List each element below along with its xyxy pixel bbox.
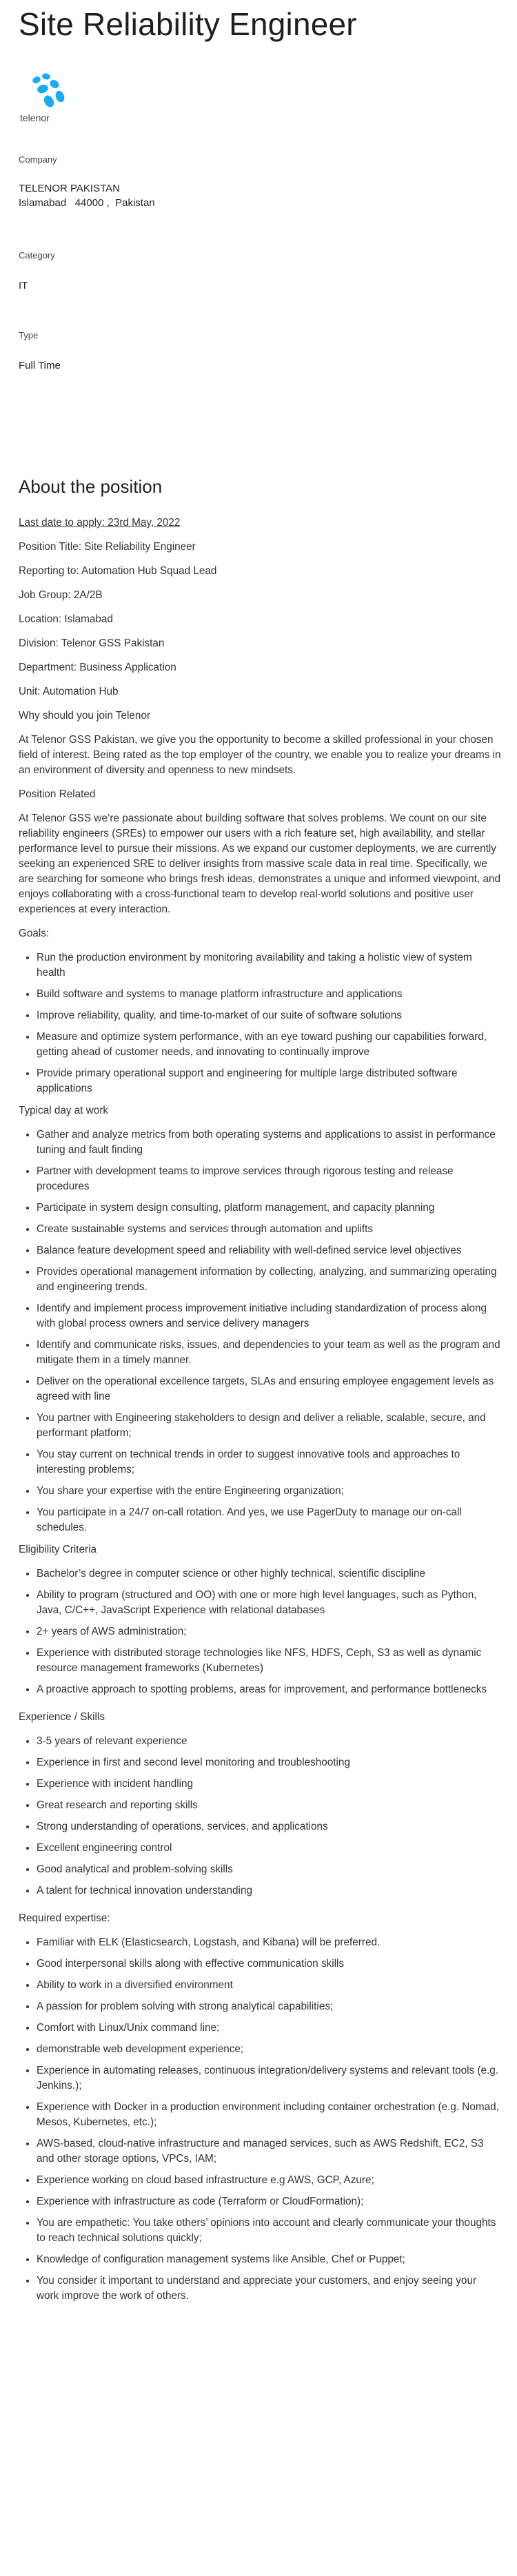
goal-item: • Measure and optimize system performance, with an eye toward pushing our capabilities forward, getting ahead of customer needs, and innovating to continually improve [37, 1030, 501, 1060]
typical-item: • Identify and communicate risks, issues, and dependencies to your team as well as the program and mitigate them in a timely manner. [37, 1338, 501, 1368]
about-line: Job Group: 2A/2B [19, 589, 103, 601]
about-lines [19, 540, 501, 724]
typical-item: • Balance feature development speed and reliability with well-defined service level objectives [37, 1243, 501, 1258]
goal-item: • Run the production environment by monitoring availability and taking a holistic view of system health [37, 950, 501, 981]
experience-item: • Excellent engineering control [37, 1841, 501, 1856]
typical-list [19, 1127, 501, 1535]
eligibility-item: • Experience with distributed storage technologies like NFS, HDFS, Ceph, S3 as well as dynamic resource management frameworks (Kubernetes) [37, 1646, 501, 1676]
eligibility-item: • A proactive approach to spotting problems, areas for improvement, and performance bottlenecks [37, 1682, 501, 1697]
required-item: • AWS-based, cloud-native infrastructure and managed services, such as AWS Redshift, EC2, S3 and other storage options, VPCs, IAM; [37, 2136, 501, 2167]
typical-item: • Partner with development teams to improve services through rigorous testing and release procedures [37, 1164, 501, 1194]
about-line: Division: Telenor GSS Pakistan [19, 637, 165, 649]
type-block [19, 330, 501, 373]
required-item: • You consider it important to understand and appreciate your customers, and enjoy seeing your work improve the work of others. [37, 2273, 501, 2304]
about-line: Location: Islamabad [19, 613, 113, 625]
category-label: Category [19, 250, 55, 260]
required-item: • Experience in automating releases, continuous integration/delivery systems and relevant tools (e.g. Jenkins.); [37, 2063, 501, 2094]
required-list [19, 1935, 501, 2304]
position-related-label: Position Related [19, 788, 96, 800]
eligibility-item: • 2+ years of AWS administration; [37, 1624, 501, 1639]
required-label: Required expertise: [19, 1912, 110, 1924]
intro-text: At Telenor GSS Pakistan, we give you the opportunity to become a skilled professional in your chosen field of interest. Being rated as the top employer of the country, we enable you to realize your dreams in an environment of diversity and openness to new mindsets. [19, 734, 501, 776]
about-line: Position Title: Site Reliability Engineer [19, 541, 196, 553]
job-description [19, 515, 501, 2304]
goals-label: Goals: [19, 928, 50, 939]
required-item: • A passion for problem solving with strong analytical capabilities; [37, 1999, 501, 2014]
page-title: Site Reliability Engineer [19, 6, 357, 42]
typical-item: • Participate in system design consulting, platform management, and capacity planning [37, 1200, 501, 1216]
goal-item: • Build software and systems to manage platform infrastructure and applications [37, 987, 501, 1002]
last-date: Last date to apply: 23rd May, 2022 [19, 517, 181, 529]
required-item: • demonstrable web development experience; [37, 2042, 501, 2057]
experience-item: • Good analytical and problem-solving skills [37, 1862, 501, 1877]
experience-item: • Experience in first and second level monitoring and troubleshooting [37, 1755, 501, 1770]
about-line: Unit: Automation Hub [19, 686, 119, 697]
about-line: Department: Business Application [19, 662, 176, 673]
type-label: Type [19, 330, 39, 340]
about-line: Why should you join Telenor [19, 710, 151, 722]
company-location: Islamabad 44000 , Pakistan [19, 197, 155, 209]
goal-item: • Provide primary operational support and engineering for multiple large distributed software applications [37, 1066, 501, 1096]
required-item: • Familiar with ELK (Elasticsearch, Logstash, and Kibana) will be preferred. [37, 1935, 501, 1950]
goals-list [19, 950, 501, 1096]
required-item: • Good interpersonal skills along with effective communication skills [37, 1956, 501, 1972]
typical-item: • You partner with Engineering stakeholders to design and deliver a reliable, scalable, secure, and performant platform; [37, 1411, 501, 1441]
about-heading: About the position [19, 476, 163, 497]
typical-item: • You participate in a 24/7 on-call rotation. And yes, we use PagerDuty to manage our on-call schedules. [37, 1505, 501, 1535]
eligibility-label: Eligibility Criteria [19, 1544, 97, 1555]
telenor-logo-icon [19, 70, 74, 125]
typical-item: • Provides operational management information by collecting, analyzing, and summarizing operating and engineering trends. [37, 1265, 501, 1295]
type-value: Full Time [19, 360, 61, 371]
company-name: TELENOR PAKISTAN [19, 183, 120, 194]
required-item: • Experience working on cloud based infrastructure e.g AWS, GCP, Azure; [37, 2173, 501, 2188]
position-related-text: At Telenor GSS we’re passionate about building software that solves problems. We count on our site reliability engineers (SREs) to empower our users with a rich feature set, high availability, and stellar performance level to pursue their missions. As we expand our customer deployments, we are currently seeking an experienced SRE to deliver insights from massive scale data in real time. Specifically, we are searching for someone who brings fresh ideas, demonstrates a unique and informed viewpoint, and enjoys collaborating with a cross-functional team to develop real-world solutions and positive user experiences at every interaction. [19, 812, 500, 915]
company-logo [19, 70, 74, 125]
typical-label: Typical day at work [19, 1105, 109, 1116]
typical-item: • You stay current on technical trends in order to suggest innovative tools and approaches to interesting problems; [37, 1447, 501, 1478]
experience-item: • Great research and reporting skills [37, 1798, 501, 1813]
required-item: • Comfort with Linux/Unix command line; [37, 2021, 501, 2036]
about-line: Reporting to: Automation Hub Squad Lead [19, 565, 217, 577]
company-label: Company [19, 154, 57, 165]
required-item: • Ability to work in a diversified environment [37, 1978, 501, 1993]
goal-item: • Improve reliability, quality, and time-to-market of our suite of software solutions [37, 1008, 501, 1023]
experience-item: • A talent for technical innovation understanding [37, 1883, 501, 1899]
experience-label: Experience / Skills [19, 1711, 105, 1723]
typical-item: • Create sustainable systems and services through automation and uplifts [37, 1222, 501, 1237]
category-block [19, 250, 501, 293]
company-block [19, 154, 501, 210]
experience-item: • 3-5 years of relevant experience [37, 1734, 501, 1749]
required-item: • Knowledge of configuration management systems like Ansible, Chef or Puppet; [37, 2252, 501, 2267]
experience-list [19, 1734, 501, 1899]
typical-item: • Deliver on the operational excellence targets, SLAs and ensuring employee engagement levels as agreed with line [37, 1374, 501, 1404]
company-value [19, 181, 501, 210]
eligibility-item: • Bachelor’s degree in computer science or other highly technical, scientific discipline [37, 1566, 501, 1582]
eligibility-item: • Ability to program (structured and OO) with one or more high level languages, such as Python, Java, C/C++, JavaScript Experience with relational databases [37, 1588, 501, 1618]
typical-item: • Gather and analyze metrics from both operating systems and applications to assist in performance tuning and fault finding [37, 1127, 501, 1158]
experience-item: • Experience with incident handling [37, 1777, 501, 1792]
typical-item: • You share your expertise with the entire Engineering organization; [37, 1484, 501, 1499]
experience-item: • Strong understanding of operations, services, and applications [37, 1819, 501, 1834]
required-item: • Experience with Docker in a production environment including container orchestration (e.g. Nomad, Mesos, Kubernetes, etc.); [37, 2100, 501, 2130]
logo-wordmark: telenor [20, 112, 50, 123]
required-item: • Experience with infrastructure as code (Terraform or CloudFormation); [37, 2194, 501, 2209]
typical-item: • Identify and implement process improvement initiative including standardization of process along with global process owners and service delivery managers [37, 1301, 501, 1331]
eligibility-list [19, 1566, 501, 1697]
required-item: • You are empathetic: You take others’ opinions into account and clearly communicate your thoughts to reach technical solutions quickly; [37, 2216, 501, 2246]
category-value: IT [19, 280, 28, 292]
